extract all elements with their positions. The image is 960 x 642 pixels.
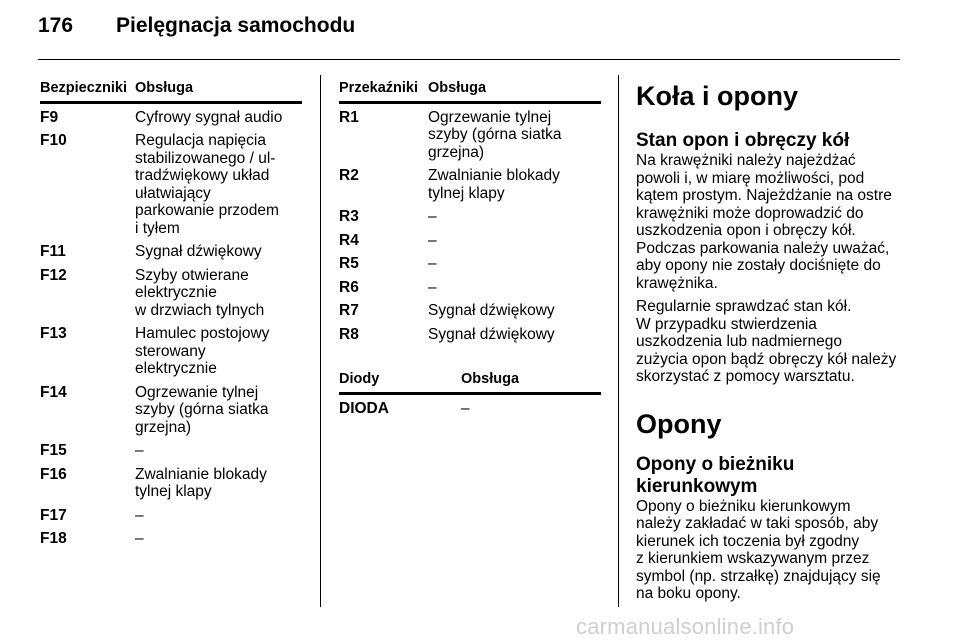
row-function: Zwalnianie blokady tylnej klapy — [428, 167, 560, 202]
fuse-table-body — [40, 102, 302, 554]
table-row — [339, 232, 601, 256]
table-row — [40, 243, 302, 267]
fuse-header-code: Bezpieczniki — [40, 80, 135, 102]
page-title: Pielęgnacja samochodu — [116, 14, 356, 37]
diode-table-body — [339, 393, 601, 423]
row-code: DIODA — [339, 399, 389, 417]
row-function: – — [135, 442, 144, 459]
table-row — [339, 279, 601, 303]
relay-header-function: Obsługa — [428, 80, 601, 102]
section-title: Koła i opony — [636, 81, 798, 111]
row-code: R6 — [339, 278, 359, 296]
table-row — [40, 325, 302, 384]
table-row — [40, 530, 302, 554]
fuse-column — [40, 80, 302, 554]
table-row — [40, 442, 302, 466]
table-row — [339, 208, 601, 232]
row-code: R1 — [339, 108, 359, 126]
diode-header-function: Obsługa — [461, 371, 601, 393]
row-code: R7 — [339, 302, 359, 319]
row-function: – — [428, 231, 437, 249]
row-code: F16 — [40, 465, 67, 483]
row-function: Ogrzewanie tylnej szyby (górna siatka grzejna) — [135, 383, 269, 436]
relay-table-body — [339, 102, 601, 349]
paragraph-inspection: Regularnie sprawdzać stan kół. W przypadku stwierdzenia uszkodzenia lub nadmiernego zużycia opon bądź obręczy kół należy skorzystać z pomocy warsztatu. — [636, 298, 897, 385]
row-function: – — [428, 278, 437, 296]
table-row — [40, 507, 302, 531]
row-code: F10 — [40, 132, 67, 149]
table-row — [339, 326, 601, 350]
relay-header-code: Przekaźniki — [339, 80, 428, 102]
row-code: F14 — [40, 383, 67, 401]
table-row — [339, 102, 601, 167]
relay-table — [339, 80, 601, 349]
diode-header-code: Diody — [339, 371, 461, 393]
row-function: Cyfrowy sygnał audio — [135, 108, 283, 126]
row-code: F15 — [40, 442, 67, 459]
section-subtitle-condition: Stan opon i obręczy kół — [636, 130, 850, 151]
tyres-section — [636, 80, 904, 609]
table-row — [40, 267, 302, 326]
row-function: Sygnał dźwiękowy — [428, 302, 555, 319]
row-code: R3 — [339, 208, 359, 225]
paragraph-directional: Opony o bieżniku kierunkowym należy zakładać w taki sposób, aby kierunek ich toczenia był zgodny z kierunkiem wskazywanym przez symbol (np. strzałkę) znajdujący się na boku opony. — [636, 497, 881, 602]
column-divider — [320, 75, 321, 607]
row-code: F13 — [40, 325, 67, 342]
diode-table — [339, 371, 601, 423]
row-function: Sygnał dźwiękowy — [428, 325, 555, 343]
fuse-table — [40, 80, 302, 554]
row-function: – — [428, 255, 437, 272]
table-row — [40, 102, 302, 132]
table-row — [339, 302, 601, 326]
relay-table-header — [339, 80, 601, 102]
watermark: carmanualsonline.info — [576, 614, 795, 639]
row-function: – — [135, 530, 144, 547]
fuse-table-header — [40, 80, 302, 102]
row-function: Zwalnianie blokady tylnej klapy — [135, 465, 267, 500]
row-code: F18 — [40, 530, 67, 547]
row-code: R2 — [339, 167, 359, 184]
row-code: F12 — [40, 266, 67, 284]
table-row — [339, 393, 601, 423]
row-function: Sygnał dźwiękowy — [135, 243, 262, 260]
row-code: F9 — [40, 108, 59, 126]
column-divider — [618, 75, 619, 607]
row-function: – — [461, 399, 470, 417]
table-row — [339, 255, 601, 279]
table-row — [40, 132, 302, 243]
row-code: R4 — [339, 231, 359, 249]
section-subtitle-directional: Opony o bieżniku kierunkowym — [636, 453, 795, 497]
row-code: R8 — [339, 325, 359, 343]
row-code: F11 — [40, 243, 66, 260]
row-function: Ogrzewanie tylnej szyby (górna siatka grzejna) — [428, 108, 562, 161]
row-function: Regulacja napięcia stabilizowanego / ul- tradźwiękowy układ ułatwiający parkowanie przodem i tyłem — [135, 132, 279, 237]
row-function: Szyby otwierane elektrycznie w drzwiach tylnych — [135, 266, 265, 319]
paragraph-curbs: Na krawężniki należy najeżdżać powoli i, w miarę możliwości, pod kątem prostym. Najeżdżanie na ostre krawężniki może doprowadzić do uszkodzenia opon i obręczy kół. Podczas parkowania należy uważać, aby opony nie zostały dociśnięte do krawężnika. — [636, 152, 892, 292]
row-function: Hamulec postojowy sterowany elektrycznie — [135, 325, 270, 377]
page-number: 176 — [38, 14, 74, 37]
table-row — [339, 167, 601, 208]
table-row — [40, 384, 302, 443]
page-header — [38, 14, 355, 38]
row-code: R5 — [339, 255, 359, 272]
section-title-tyres: Opony — [636, 408, 722, 439]
header-rule — [38, 59, 900, 60]
row-function: – — [135, 506, 144, 524]
row-function: – — [428, 208, 437, 225]
table-row — [40, 466, 302, 507]
relay-column — [339, 80, 601, 423]
diode-table-header — [339, 371, 601, 393]
row-code: F17 — [40, 506, 67, 524]
fuse-header-function: Obsługa — [135, 80, 302, 102]
